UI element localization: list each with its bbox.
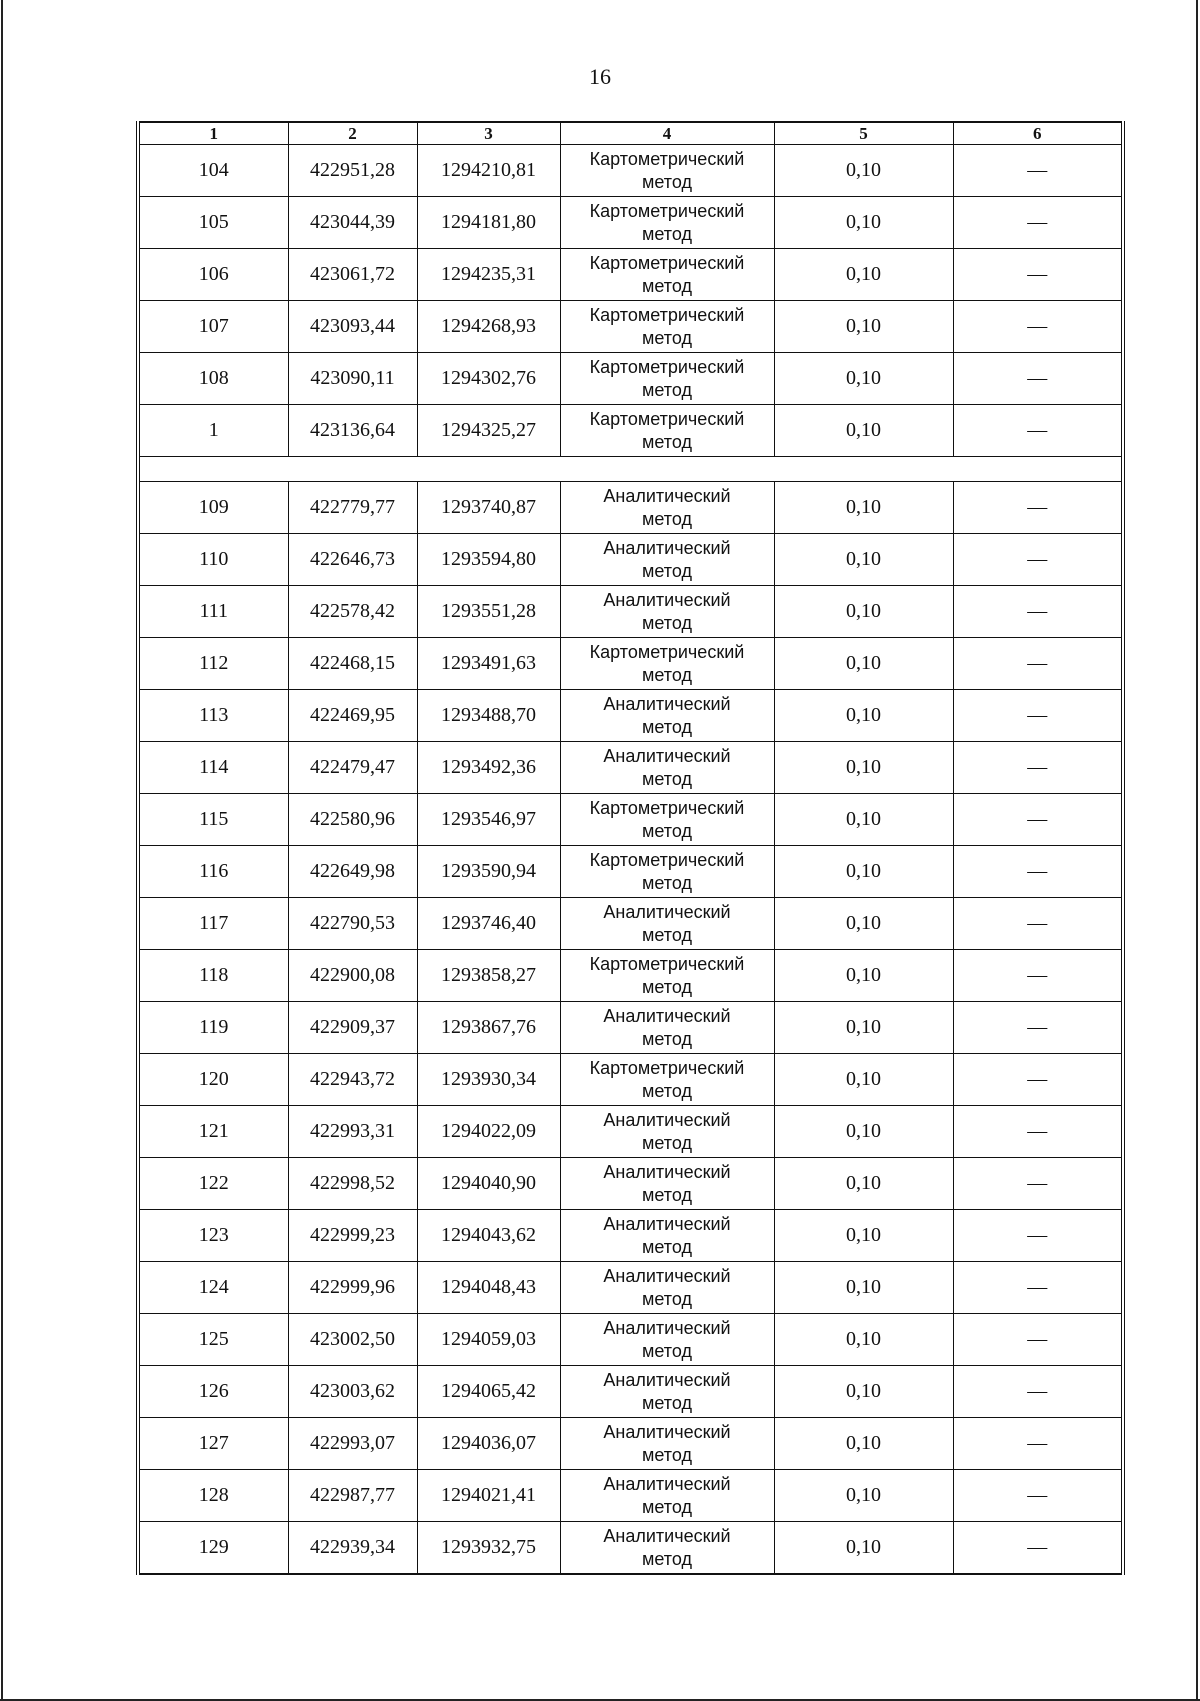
coord-y-cell: 1294036,07 — [417, 1418, 560, 1470]
method-word: метод — [642, 171, 692, 192]
method-cell — [560, 1522, 774, 1575]
coord-x-cell: 422939,34 — [288, 1522, 417, 1575]
method-cell — [560, 1054, 774, 1106]
coord-x-cell: 422993,31 — [288, 1106, 417, 1158]
note-cell: — — [953, 1210, 1123, 1262]
note-cell: — — [953, 353, 1123, 405]
note-cell: — — [953, 482, 1123, 534]
point-number-cell: 124 — [138, 1262, 288, 1314]
point-number-cell: 111 — [138, 586, 288, 638]
table-row — [138, 586, 1123, 638]
note-cell: — — [953, 950, 1123, 1002]
point-number-cell: 121 — [138, 1106, 288, 1158]
coord-x-cell: 422469,95 — [288, 690, 417, 742]
coord-x-cell: 422646,73 — [288, 534, 417, 586]
coord-y-cell: 1293858,27 — [417, 950, 560, 1002]
point-number-cell: 128 — [138, 1470, 288, 1522]
coordinates-table — [136, 121, 1125, 1575]
point-number-cell: 122 — [138, 1158, 288, 1210]
point-number-cell: 127 — [138, 1418, 288, 1470]
method-name: Аналитический — [603, 1005, 731, 1026]
note-cell: — — [953, 1106, 1123, 1158]
coord-y-cell: 1293594,80 — [417, 534, 560, 586]
method-cell — [560, 197, 774, 249]
accuracy-cell: 0,10 — [774, 950, 953, 1002]
point-number-cell: 104 — [138, 145, 288, 197]
method-cell — [560, 1470, 774, 1522]
method-word: метод — [642, 716, 692, 737]
table-row — [138, 197, 1123, 249]
coord-y-cell: 1294325,27 — [417, 405, 560, 457]
point-number-cell: 116 — [138, 846, 288, 898]
method-cell — [560, 1002, 774, 1054]
coord-x-cell: 422987,77 — [288, 1470, 417, 1522]
accuracy-cell: 0,10 — [774, 1470, 953, 1522]
note-cell: — — [953, 690, 1123, 742]
method-cell — [560, 638, 774, 690]
method-cell — [560, 950, 774, 1002]
method-word: метод — [642, 327, 692, 348]
coord-y-cell: 1294043,62 — [417, 1210, 560, 1262]
method-name: Аналитический — [603, 485, 731, 506]
method-name: Аналитический — [603, 1473, 731, 1494]
table-row — [138, 950, 1123, 1002]
accuracy-cell: 0,10 — [774, 1158, 953, 1210]
method-word: метод — [642, 664, 692, 685]
table-row — [138, 638, 1123, 690]
coord-y-cell: 1293590,94 — [417, 846, 560, 898]
method-name: Аналитический — [603, 1421, 731, 1442]
note-cell: — — [953, 534, 1123, 586]
header-cell-1: 1 — [138, 122, 288, 145]
point-number-cell: 123 — [138, 1210, 288, 1262]
coord-x-cell: 422999,23 — [288, 1210, 417, 1262]
method-name: Аналитический — [603, 693, 731, 714]
table-row — [138, 742, 1123, 794]
method-name: Аналитический — [603, 537, 731, 558]
table-row — [138, 1262, 1123, 1314]
method-word: метод — [642, 275, 692, 296]
coord-y-cell: 1294048,43 — [417, 1262, 560, 1314]
table-row — [138, 1418, 1123, 1470]
method-name: Картометрический — [589, 641, 745, 662]
method-name: Аналитический — [603, 1265, 731, 1286]
coord-y-cell: 1294302,76 — [417, 353, 560, 405]
method-word: метод — [642, 612, 692, 633]
table-row — [138, 1158, 1123, 1210]
note-cell: — — [953, 197, 1123, 249]
method-word: метод — [642, 1288, 692, 1309]
table-row — [138, 690, 1123, 742]
point-number-cell: 118 — [138, 950, 288, 1002]
method-word: метод — [642, 1340, 692, 1361]
method-word: метод — [642, 976, 692, 997]
accuracy-cell: 0,10 — [774, 1366, 953, 1418]
method-cell — [560, 742, 774, 794]
note-cell: — — [953, 1262, 1123, 1314]
accuracy-cell: 0,10 — [774, 1054, 953, 1106]
point-number-cell: 1 — [138, 405, 288, 457]
accuracy-cell: 0,10 — [774, 1002, 953, 1054]
note-cell: — — [953, 249, 1123, 301]
coord-y-cell: 1294181,80 — [417, 197, 560, 249]
method-word: метод — [642, 1392, 692, 1413]
method-word: метод — [642, 223, 692, 244]
point-number-cell: 126 — [138, 1366, 288, 1418]
accuracy-cell: 0,10 — [774, 249, 953, 301]
method-word: метод — [642, 768, 692, 789]
method-word: метод — [642, 508, 692, 529]
note-cell: — — [953, 145, 1123, 197]
coord-x-cell: 422951,28 — [288, 145, 417, 197]
method-word: метод — [642, 1132, 692, 1153]
note-cell: — — [953, 898, 1123, 950]
method-cell — [560, 145, 774, 197]
method-word: метод — [642, 1496, 692, 1517]
point-number-cell: 125 — [138, 1314, 288, 1366]
method-name: Картометрический — [589, 408, 745, 429]
separator-cell — [138, 457, 1123, 482]
point-number-cell: 105 — [138, 197, 288, 249]
table-row — [138, 1106, 1123, 1158]
table-row — [138, 1210, 1123, 1262]
coord-x-cell: 423090,11 — [288, 353, 417, 405]
method-name: Картометрический — [589, 953, 745, 974]
method-cell — [560, 482, 774, 534]
header-cell-5: 5 — [774, 122, 953, 145]
method-cell — [560, 1262, 774, 1314]
method-cell — [560, 1210, 774, 1262]
method-name: Аналитический — [603, 1161, 731, 1182]
method-name: Картометрический — [589, 356, 745, 377]
coord-x-cell: 423061,72 — [288, 249, 417, 301]
method-cell — [560, 1314, 774, 1366]
header-cell-4: 4 — [560, 122, 774, 145]
note-cell: — — [953, 846, 1123, 898]
note-cell: — — [953, 1158, 1123, 1210]
accuracy-cell: 0,10 — [774, 197, 953, 249]
coord-x-cell: 422779,77 — [288, 482, 417, 534]
method-cell — [560, 1158, 774, 1210]
table-row — [138, 145, 1123, 197]
table-row — [138, 898, 1123, 950]
accuracy-cell: 0,10 — [774, 1418, 953, 1470]
method-name: Аналитический — [603, 1369, 731, 1390]
coord-x-cell: 422909,37 — [288, 1002, 417, 1054]
point-number-cell: 112 — [138, 638, 288, 690]
accuracy-cell: 0,10 — [774, 1106, 953, 1158]
method-cell — [560, 534, 774, 586]
point-number-cell: 110 — [138, 534, 288, 586]
method-name: Аналитический — [603, 901, 731, 922]
point-number-cell: 129 — [138, 1522, 288, 1575]
note-cell: — — [953, 1002, 1123, 1054]
accuracy-cell: 0,10 — [774, 482, 953, 534]
method-word: метод — [642, 820, 692, 841]
point-number-cell: 107 — [138, 301, 288, 353]
coord-y-cell: 1294235,31 — [417, 249, 560, 301]
method-word: метод — [642, 1548, 692, 1569]
table-row — [138, 353, 1123, 405]
method-word: метод — [642, 924, 692, 945]
coord-y-cell: 1293551,28 — [417, 586, 560, 638]
coord-y-cell: 1294065,42 — [417, 1366, 560, 1418]
page-number: 16 — [589, 64, 611, 89]
accuracy-cell: 0,10 — [774, 1210, 953, 1262]
table-row — [138, 794, 1123, 846]
method-word: метод — [642, 1236, 692, 1257]
coord-x-cell: 422468,15 — [288, 638, 417, 690]
method-name: Картометрический — [589, 200, 745, 221]
coord-y-cell: 1294059,03 — [417, 1314, 560, 1366]
coord-y-cell: 1293488,70 — [417, 690, 560, 742]
table-row — [138, 1054, 1123, 1106]
method-cell — [560, 794, 774, 846]
header-row — [138, 122, 1123, 145]
method-name: Картометрический — [589, 1057, 745, 1078]
method-word: метод — [642, 872, 692, 893]
accuracy-cell: 0,10 — [774, 145, 953, 197]
table-body — [138, 145, 1123, 1575]
coord-x-cell: 422649,98 — [288, 846, 417, 898]
coord-y-cell: 1294210,81 — [417, 145, 560, 197]
method-word: метод — [642, 1444, 692, 1465]
method-word: метод — [642, 431, 692, 452]
header-cell-6: 6 — [953, 122, 1123, 145]
point-number-cell: 115 — [138, 794, 288, 846]
method-cell — [560, 301, 774, 353]
method-name: Аналитический — [603, 1213, 731, 1234]
coord-x-cell: 422900,08 — [288, 950, 417, 1002]
point-number-cell: 108 — [138, 353, 288, 405]
method-word: метод — [642, 1080, 692, 1101]
method-name: Картометрический — [589, 797, 745, 818]
method-word: метод — [642, 560, 692, 581]
accuracy-cell: 0,10 — [774, 353, 953, 405]
coord-x-cell: 422993,07 — [288, 1418, 417, 1470]
note-cell: — — [953, 1314, 1123, 1366]
coord-x-cell: 422578,42 — [288, 586, 417, 638]
accuracy-cell: 0,10 — [774, 1314, 953, 1366]
note-cell: — — [953, 638, 1123, 690]
point-number-cell: 119 — [138, 1002, 288, 1054]
method-cell — [560, 353, 774, 405]
point-number-cell: 117 — [138, 898, 288, 950]
method-word: метод — [642, 1184, 692, 1205]
table-row — [138, 1002, 1123, 1054]
point-number-cell: 120 — [138, 1054, 288, 1106]
coord-x-cell: 422999,96 — [288, 1262, 417, 1314]
table-row — [138, 1522, 1123, 1575]
method-cell — [560, 586, 774, 638]
point-number-cell: 113 — [138, 690, 288, 742]
coord-y-cell: 1294040,90 — [417, 1158, 560, 1210]
coord-x-cell: 423044,39 — [288, 197, 417, 249]
coord-x-cell: 423003,62 — [288, 1366, 417, 1418]
section-separator-row — [138, 457, 1123, 482]
coord-x-cell: 422580,96 — [288, 794, 417, 846]
table-row — [138, 846, 1123, 898]
method-word: метод — [642, 1028, 692, 1049]
method-cell — [560, 1366, 774, 1418]
coord-y-cell: 1294268,93 — [417, 301, 560, 353]
coord-y-cell: 1293932,75 — [417, 1522, 560, 1575]
coord-y-cell: 1294022,09 — [417, 1106, 560, 1158]
note-cell: — — [953, 1054, 1123, 1106]
method-name: Аналитический — [603, 589, 731, 610]
method-name: Картометрический — [589, 148, 745, 169]
method-cell — [560, 1106, 774, 1158]
note-cell: — — [953, 301, 1123, 353]
note-cell: — — [953, 1366, 1123, 1418]
coord-x-cell: 422479,47 — [288, 742, 417, 794]
accuracy-cell: 0,10 — [774, 794, 953, 846]
method-name: Картометрический — [589, 252, 745, 273]
coord-x-cell: 422998,52 — [288, 1158, 417, 1210]
accuracy-cell: 0,10 — [774, 846, 953, 898]
note-cell: — — [953, 1522, 1123, 1575]
note-cell: — — [953, 742, 1123, 794]
scan-edge-left — [1, 0, 3, 1701]
coord-y-cell: 1293930,34 — [417, 1054, 560, 1106]
note-cell: — — [953, 586, 1123, 638]
coord-y-cell: 1293546,97 — [417, 794, 560, 846]
coord-x-cell: 423093,44 — [288, 301, 417, 353]
scan-edge-right — [1196, 0, 1198, 1701]
accuracy-cell: 0,10 — [774, 690, 953, 742]
method-cell — [560, 846, 774, 898]
method-cell — [560, 898, 774, 950]
header-cell-2: 2 — [288, 122, 417, 145]
coord-y-cell: 1294021,41 — [417, 1470, 560, 1522]
coord-y-cell: 1293867,76 — [417, 1002, 560, 1054]
method-cell — [560, 249, 774, 301]
point-number-cell: 106 — [138, 249, 288, 301]
accuracy-cell: 0,10 — [774, 1262, 953, 1314]
table-row — [138, 1314, 1123, 1366]
method-name: Аналитический — [603, 1109, 731, 1130]
accuracy-cell: 0,10 — [774, 898, 953, 950]
method-word: метод — [642, 379, 692, 400]
method-cell — [560, 690, 774, 742]
coord-x-cell: 422943,72 — [288, 1054, 417, 1106]
accuracy-cell: 0,10 — [774, 586, 953, 638]
method-name: Картометрический — [589, 304, 745, 325]
method-name: Аналитический — [603, 1317, 731, 1338]
method-cell — [560, 1418, 774, 1470]
method-name: Аналитический — [603, 1525, 731, 1546]
note-cell: — — [953, 405, 1123, 457]
note-cell: — — [953, 1418, 1123, 1470]
accuracy-cell: 0,10 — [774, 638, 953, 690]
table-row — [138, 534, 1123, 586]
coord-y-cell: 1293746,40 — [417, 898, 560, 950]
header-cell-3: 3 — [417, 122, 560, 145]
table-row — [138, 301, 1123, 353]
accuracy-cell: 0,10 — [774, 742, 953, 794]
method-cell — [560, 405, 774, 457]
table-row — [138, 1470, 1123, 1522]
table-row — [138, 1366, 1123, 1418]
coord-y-cell: 1293740,87 — [417, 482, 560, 534]
method-name: Аналитический — [603, 745, 731, 766]
point-number-cell: 114 — [138, 742, 288, 794]
point-number-cell: 109 — [138, 482, 288, 534]
accuracy-cell: 0,10 — [774, 534, 953, 586]
coord-x-cell: 423002,50 — [288, 1314, 417, 1366]
table-row — [138, 405, 1123, 457]
accuracy-cell: 0,10 — [774, 301, 953, 353]
coord-x-cell: 423136,64 — [288, 405, 417, 457]
note-cell: — — [953, 1470, 1123, 1522]
coord-y-cell: 1293492,36 — [417, 742, 560, 794]
coord-x-cell: 422790,53 — [288, 898, 417, 950]
table-row — [138, 482, 1123, 534]
coord-y-cell: 1293491,63 — [417, 638, 560, 690]
accuracy-cell: 0,10 — [774, 1522, 953, 1575]
accuracy-cell: 0,10 — [774, 405, 953, 457]
table-row — [138, 249, 1123, 301]
method-name: Картометрический — [589, 849, 745, 870]
note-cell: — — [953, 794, 1123, 846]
